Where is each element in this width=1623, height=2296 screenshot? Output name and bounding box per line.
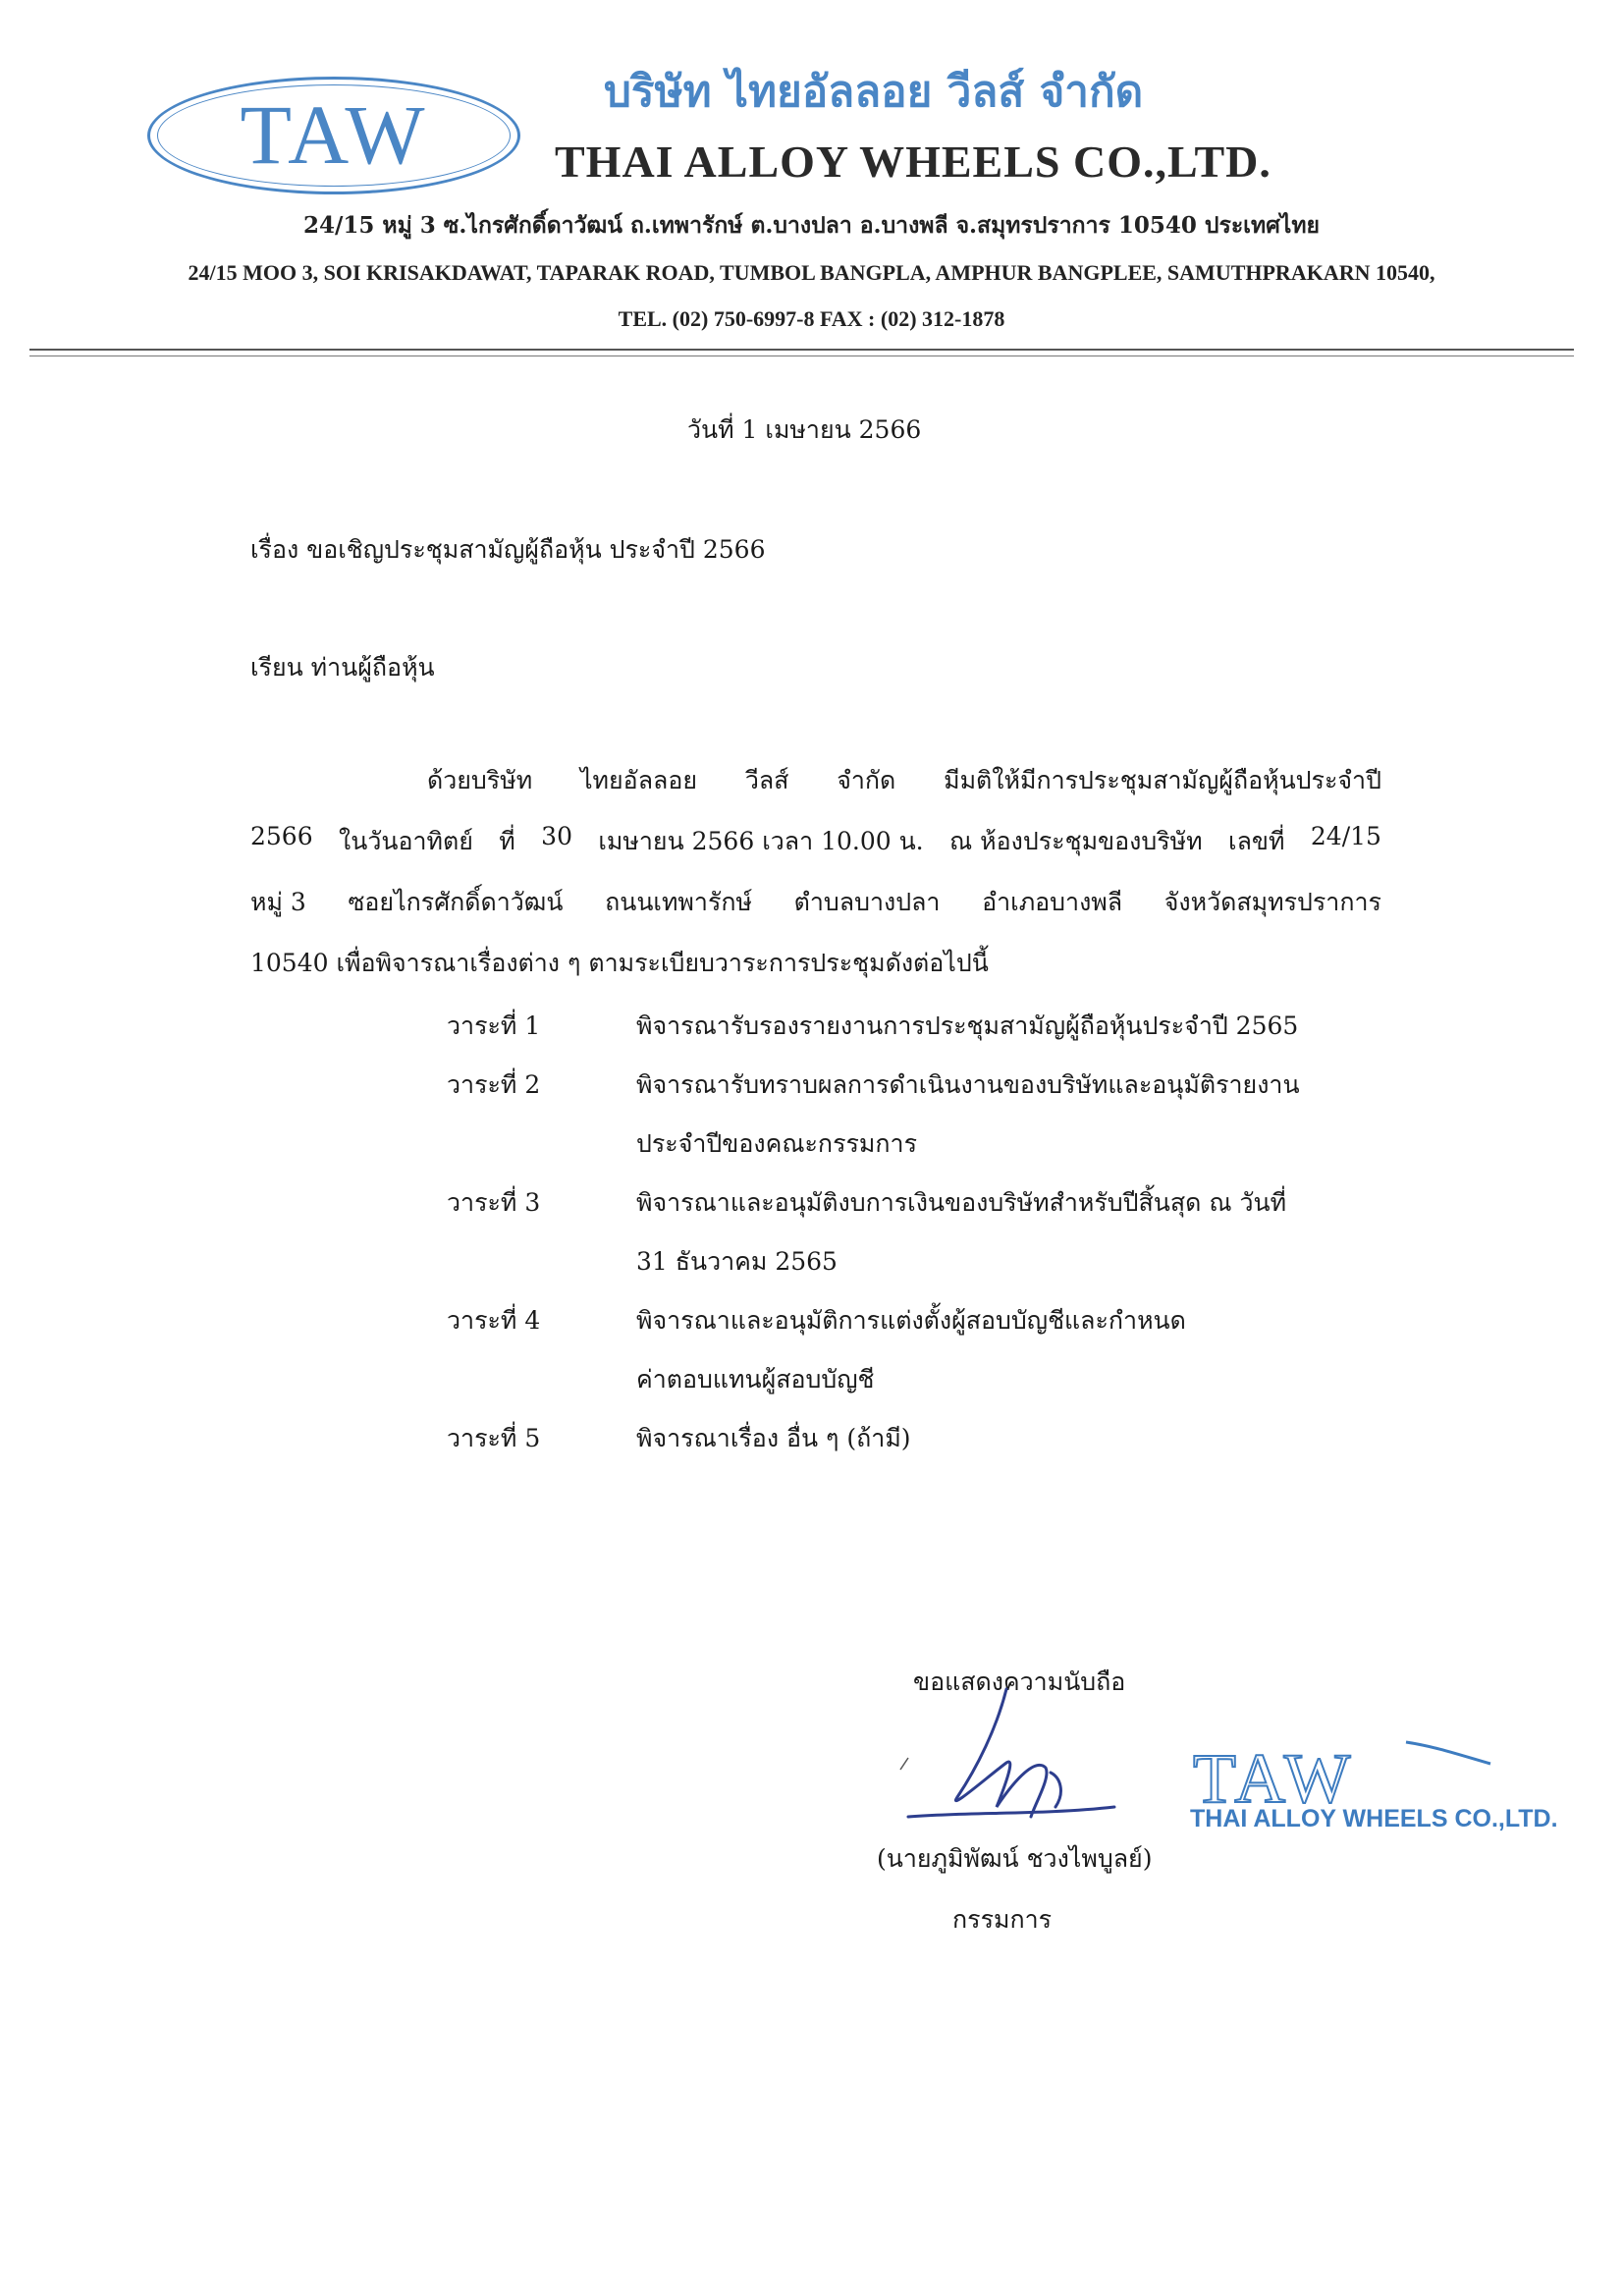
body-word: ในวันอาทิตย์: [339, 827, 473, 855]
body-word: ตำบลบางปลา: [793, 888, 941, 916]
body-word: วีลส์: [744, 766, 789, 794]
address-thai: 24/15 หมู่ 3 ซ.ไกรศักดิ์ดาวัฒน์ ถ.เทพารักษ์ ต.บางปลา อ.บางพลี จ.สมุทรปราการ 10540 ประเทศไทย: [303, 212, 1320, 239]
body-word: 24/15: [1310, 822, 1381, 850]
body-word: ซอยไกรศักดิ์ดาวัฒน์: [348, 888, 564, 916]
contact-line: TEL. (02) 750-6997-8 FAX : (02) 312-1878: [618, 306, 1005, 331]
body-word: มีมติให้มีการประชุมสามัญผู้ถือหุ้นประจำปี: [944, 766, 1381, 794]
body-word: ณ ห้องประชุมของบริษัท: [949, 827, 1203, 855]
agenda-number: วาระที่ 3: [447, 1188, 541, 1217]
agenda-text: ค่าตอบแทนผู้สอบบัญชี: [636, 1365, 875, 1394]
body-word: 2566: [250, 822, 313, 850]
letter-date: วันที่ 1 เมษายน 2566: [687, 415, 922, 444]
body-word: ถนนเทพารักษ์: [605, 888, 752, 916]
agenda-number: วาระที่ 1: [447, 1011, 541, 1040]
agenda-text: พิจารณาเรื่อง อื่น ๆ (ถ้ามี): [636, 1424, 911, 1452]
company-name-english: THAI ALLOY WHEELS CO.,LTD.: [555, 137, 1271, 187]
letter-subject: เรื่อง ขอเชิญประชุมสามัญผู้ถือหุ้น ประจำปี 2566: [250, 535, 766, 564]
closing-phrase: ขอแสดงความนับถือ: [913, 1667, 1126, 1696]
body-word: 30: [541, 822, 572, 850]
body-word: 10540 เพื่อพิจารณาเรื่องต่าง ๆ ตามระเบียบวาระการประชุมดังต่อไปนี้: [250, 949, 989, 977]
agenda-text: 31 ธันวาคม 2565: [636, 1247, 838, 1276]
body-line: [250, 944, 1381, 983]
body-word: จำกัด: [837, 766, 896, 794]
agenda-text: พิจารณารับรองรายงานการประชุมสามัญผู้ถือหุ้นประจำปี 2565: [636, 1011, 1299, 1040]
body-word: ด้วยบริษัท: [427, 766, 533, 794]
stamp-swoosh: [1404, 1738, 1492, 1768]
agenda-number: วาระที่ 4: [447, 1306, 541, 1335]
body-line: [250, 822, 1381, 861]
body-word: เลขที่: [1228, 827, 1285, 855]
signer-title: กรรมการ: [952, 1905, 1053, 1934]
body-word: ไทยอัลลอย: [579, 766, 698, 794]
header-divider-thin: [29, 355, 1574, 356]
agenda-text: ประจำปีของคณะกรรมการ: [636, 1129, 918, 1158]
body-word: ที่: [499, 827, 515, 855]
signer-name: (นายภูมิพัฒน์ ชวงไพบูลย์): [877, 1844, 1153, 1873]
body-word: จังหวัดสมุทรปราการ: [1163, 888, 1381, 916]
handwritten-signature: [889, 1669, 1163, 1846]
body-word: หมู่ 3: [250, 888, 306, 916]
address-english: 24/15 MOO 3, SOI KRISAKDAWAT, TAPARAK ROAD, TUMBOL BANGPLA, AMPHUR BANGPLEE, SAMUTHPRAKARN 10540,: [188, 260, 1435, 285]
stamp-company-name: THAI ALLOY WHEELS CO.,LTD.: [1190, 1805, 1558, 1832]
agenda-number: วาระที่ 5: [447, 1424, 541, 1452]
header-divider: [29, 349, 1574, 351]
agenda-text: พิจารณารับทราบผลการดำเนินงานของบริษัทและอนุมัติรายงาน: [636, 1070, 1300, 1099]
body-line: [250, 883, 1381, 922]
body-word: เมษายน 2566 เวลา 10.00 น.: [598, 827, 924, 855]
stamp-logo: TAW: [1193, 1739, 1355, 1818]
company-logo: TAW: [240, 87, 428, 182]
agenda-text: พิจารณาและอนุมัติการแต่งตั้งผู้สอบบัญชีและกำหนด: [636, 1306, 1186, 1335]
agenda-number: วาระที่ 2: [447, 1070, 541, 1099]
letter-salutation: เรียน ท่านผู้ถือหุ้น: [250, 653, 435, 682]
company-name-thai: บริษัท ไทยอัลลอย วีลส์ จำกัด: [604, 67, 1144, 117]
body-word: อำเภอบางพลี: [982, 888, 1123, 916]
agenda-text: พิจารณาและอนุมัติงบการเงินของบริษัทสำหรับปีสิ้นสุด ณ วันที่: [636, 1188, 1287, 1217]
body-line: [427, 761, 1381, 800]
